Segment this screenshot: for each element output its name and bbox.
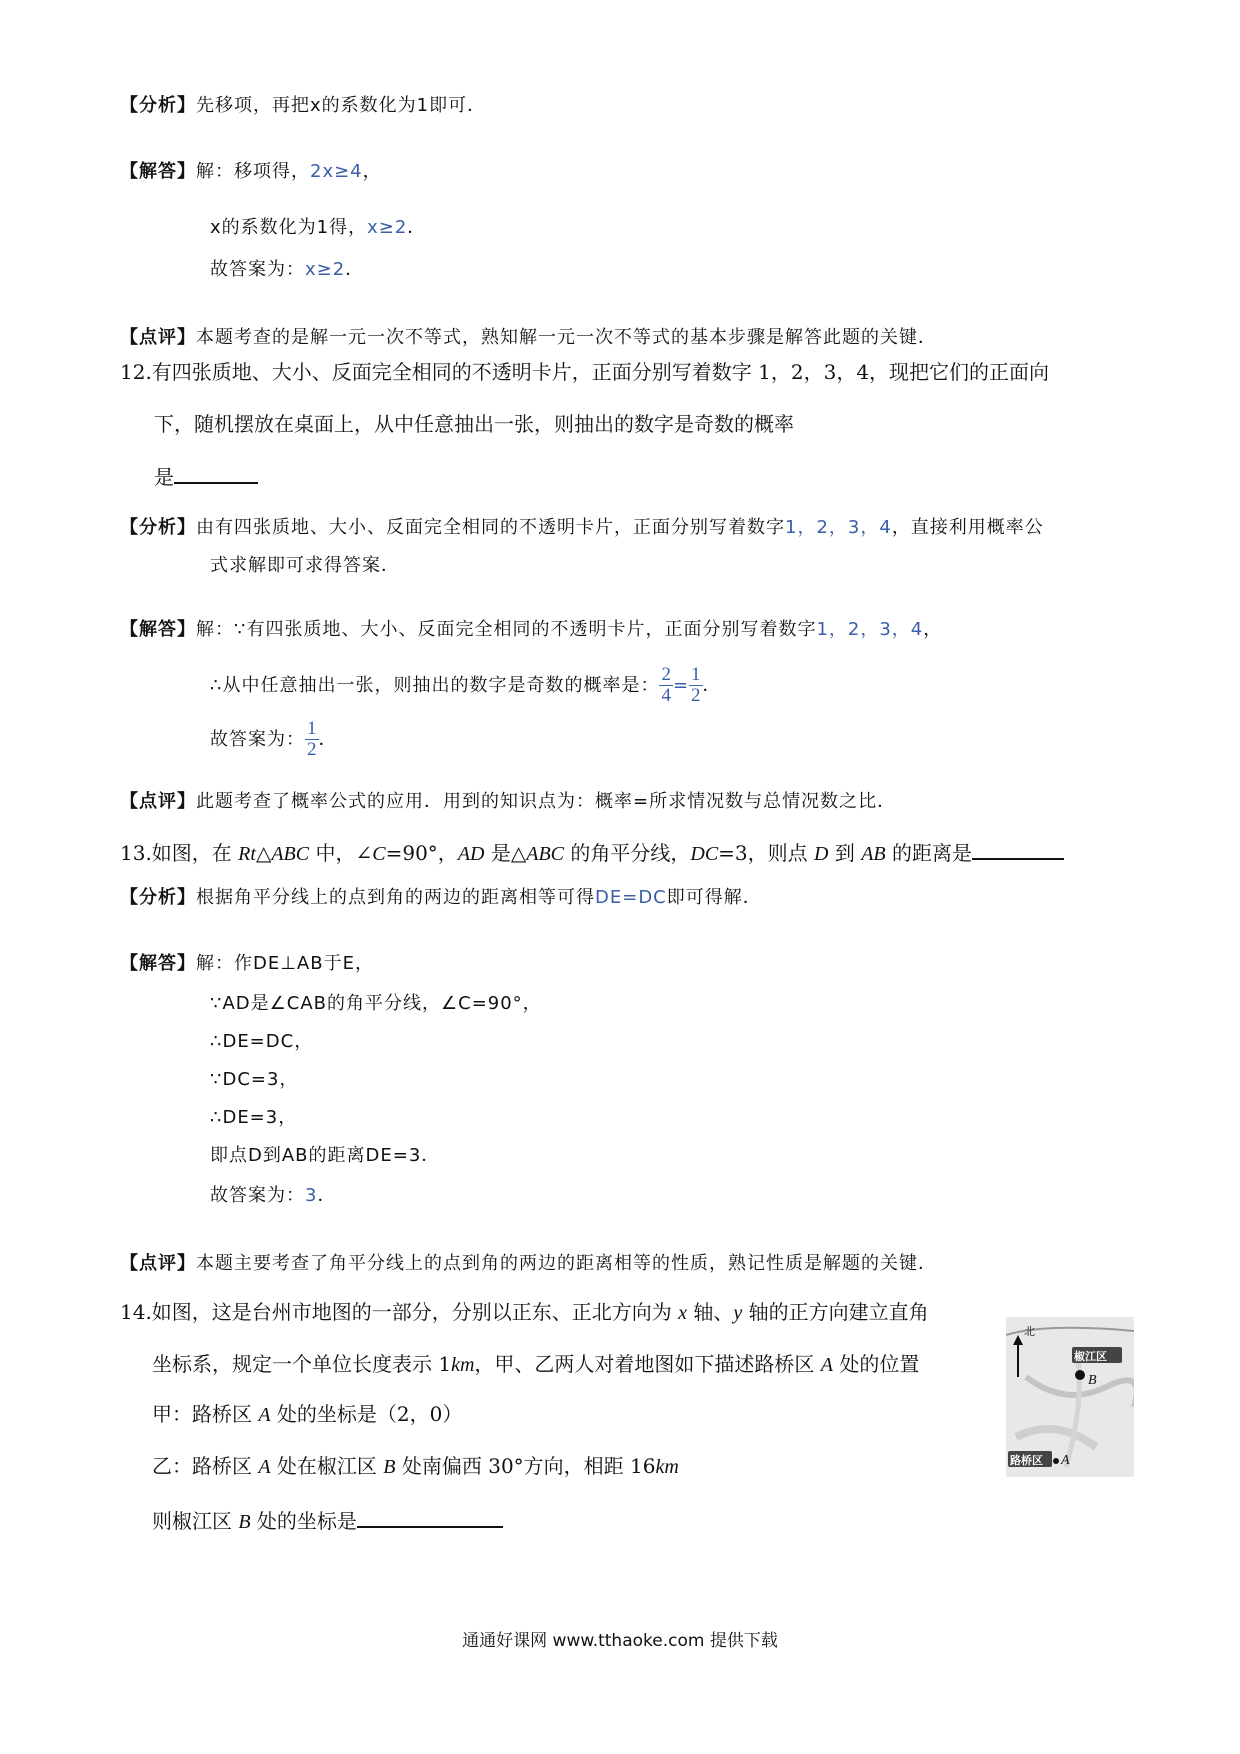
- map-north-label: 北: [1024, 1325, 1035, 1338]
- answer-tag: 【解答】: [120, 619, 196, 640]
- answer-blank: [972, 836, 1064, 860]
- q13-answer-line-4: ∵DC=3，: [210, 1069, 299, 1090]
- comment-tag: 【点评】: [120, 1253, 196, 1274]
- q13-analysis-line: 【分析】根据角平分线上的点到角的两边的距离相等可得DE=DC即可得解．: [120, 887, 762, 908]
- q13-answer-line-6: 即点D到AB的距离DE=3．: [210, 1145, 441, 1166]
- q13-answer-line-2: ∵AD是∠CAB的角平分线，∠C=90°，: [210, 993, 542, 1014]
- map-point-b-label: B: [1088, 1373, 1097, 1388]
- q14-stem-line-4: 乙：路桥区 A 处在椒江区 B 处南偏西 30°方向，相距 16km: [152, 1454, 679, 1478]
- answer-tag: 【解答】: [120, 161, 196, 182]
- analysis-tag: 【分析】: [120, 95, 196, 116]
- q12-analysis-line-1: 【分析】由有四张质地、大小、反面完全相同的不透明卡片，正面分别写着数字1，2，3，4，直接利用概率公: [120, 517, 1044, 538]
- q13-answer-line-3: ∴DE=DC，: [210, 1031, 314, 1052]
- q12-answer-line-3: 故答案为： $\frac{1}{2}$ ．: [210, 718, 338, 760]
- analysis-tag: 【分析】: [120, 517, 196, 538]
- fraction-1-over-2: $\frac{1}{2}$: [307, 718, 317, 760]
- point-b-marker-icon: [1075, 1370, 1085, 1380]
- answer-blank: [174, 460, 258, 484]
- comment-tag: 【点评】: [120, 327, 196, 348]
- answer-tag: 【解答】: [120, 953, 196, 974]
- q13-answer-line-5: ∴DE=3，: [210, 1107, 298, 1128]
- s11-analysis-line: [120, 90, 486, 120]
- map-jiaojiang-label: 椒江区: [1074, 1350, 1107, 1363]
- q13-answer-line-1: 【解答】解：作DE⊥AB于E，: [120, 953, 374, 974]
- analysis-tag: 【分析】: [120, 887, 196, 908]
- s11-answer-line-3: 故答案为：x≥2．: [210, 259, 365, 280]
- fraction-1-over-2: $\frac{1}{2}$: [691, 664, 701, 706]
- fraction-2-over-4: $\frac{2}{4}$: [661, 664, 671, 706]
- q13-comment-line: 【点评】本题主要考查了角平分线上的点到角的两边的距离相等的性质，熟记性质是解题的关键．: [120, 1253, 937, 1274]
- point-a-marker-icon: [1053, 1458, 1059, 1464]
- answer-blank: [357, 1504, 503, 1528]
- map-point-a-label: A: [1061, 1453, 1070, 1468]
- q14-stem-line-1: 14.如图，这是台州市地图的一部分，分别以正东、正北方向为 x 轴、y 轴的正方向建立直角: [120, 1300, 929, 1324]
- s11-answer-line-1: 【解答】解：移项得，2x≥4，: [120, 161, 382, 182]
- q13-stem-line: 13.如图，在 Rt△ABC 中，∠C=90°，AD 是△ABC 的角平分线，DC=3，则点 D 到 AB 的距离是: [120, 836, 1064, 868]
- s11-answer-line-2: x的系数化为1得，x≥2．: [210, 217, 427, 238]
- q12-answer-line-1: 【解答】解：∵有四张质地、大小、反面完全相同的不透明卡片，正面分别写着数字1，2，3，4，: [120, 619, 943, 640]
- s11-comment-line: 【点评】本题考查的是解一元一次不等式，熟知解一元一次不等式的基本步骤是解答此题的关键．: [120, 327, 937, 348]
- q12-stem-line-3: 是: [154, 460, 258, 491]
- map-luqiao-label: 路桥区: [1010, 1454, 1043, 1467]
- q14-stem-line-2: 坐标系，规定一个单位长度表示 1km，甲、乙两人对着地图如下描述路桥区 A 处的位置: [152, 1352, 920, 1376]
- q12-analysis-line-2: 式求解即可求得答案．: [210, 555, 400, 576]
- analysis-text: 先移项，再把x的系数化为1即可．: [196, 95, 487, 116]
- q13-answer-line-7: 故答案为：3．: [210, 1185, 337, 1206]
- q14-stem-line-5: 则椒江区 B 处的坐标是: [152, 1504, 503, 1536]
- q12-comment-line: 【点评】此题考查了概率公式的应用．用到的知识点为：概率=所求情况数与总情况数之比．: [120, 791, 897, 812]
- comment-tag: 【点评】: [120, 791, 196, 812]
- q14-stem-line-3: 甲：路桥区 A 处的坐标是（2，0）: [152, 1402, 463, 1426]
- q12-stem-line-2: 下，随机摆放在桌面上，从中任意抽出一张，则抽出的数字是奇数的概率: [154, 412, 794, 436]
- q12-stem-line-1: 12.有四张质地、大小、反面完全相同的不透明卡片，正面分别写着数字 1，2，3，4，现把它们的正面向: [120, 360, 1050, 384]
- page-footer: 通通好课网 www.tthaoke.com 提供下载: [462, 1631, 778, 1651]
- q12-answer-line-2: ∴从中任意抽出一张，则抽出的数字是奇数的概率是： $\frac{2}{4}$ = $\frac{1}{2}$ ．: [210, 664, 722, 706]
- taizhou-map-figure: [1006, 1317, 1134, 1477]
